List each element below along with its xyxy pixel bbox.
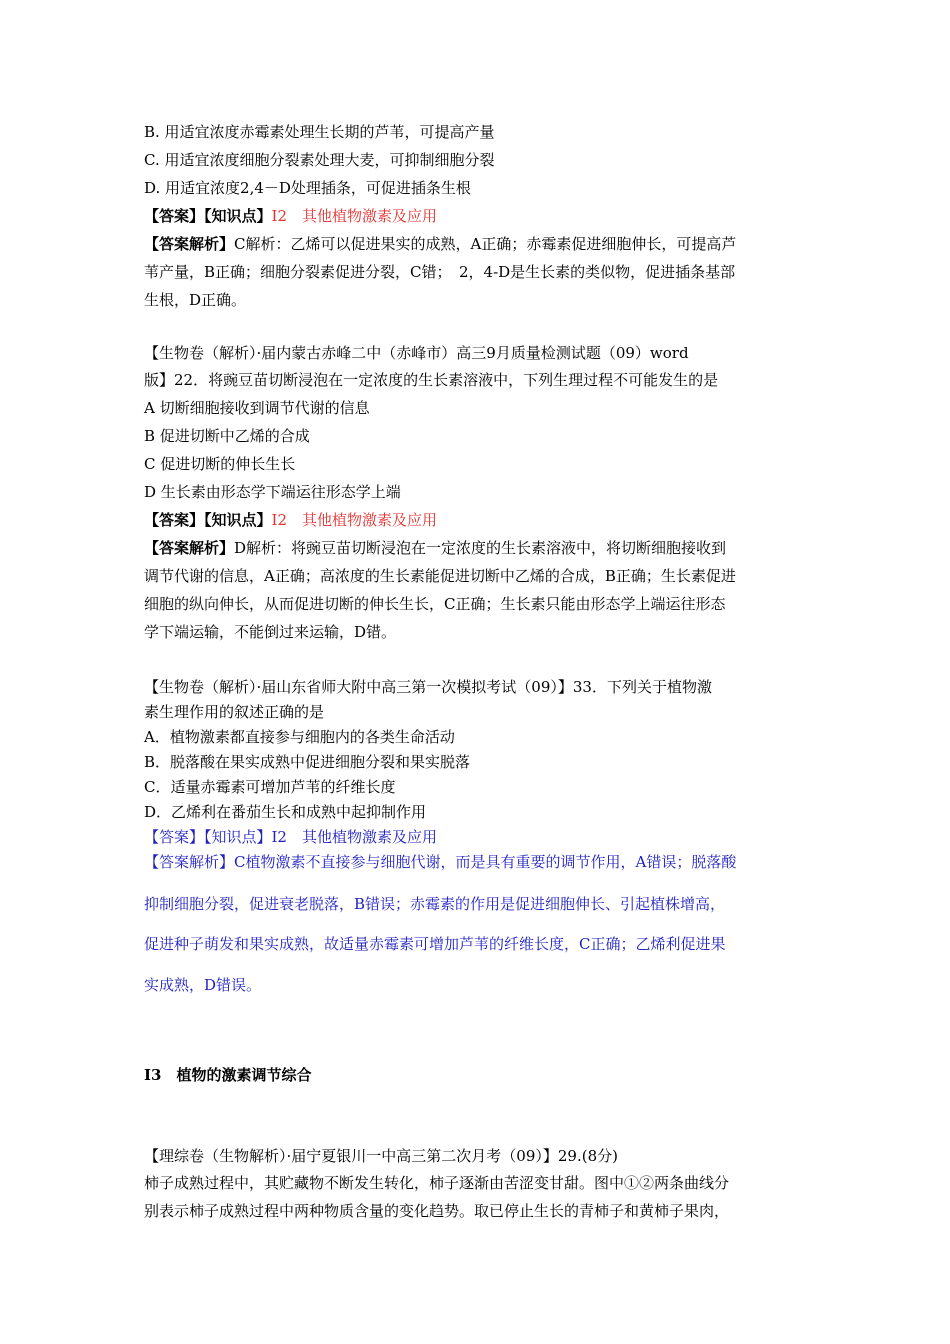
knowledge-point: I2 其他植物激素及应用 [271, 511, 437, 529]
question-stem: 素生理作用的叙述正确的是 [144, 703, 325, 721]
option-d: D. 用适宜浓度2,4－D处理插条，可促进插条生根 [144, 179, 471, 197]
analysis-text: 【答案解析】C植物激素不直接参与细胞代谢，而是具有重要的调节作用，A错误；脱落酸 [144, 853, 737, 871]
option-b: B. 用适宜浓度赤霉素处理生长期的芦苇，可提高产量 [144, 123, 495, 141]
answer-line [144, 510, 824, 530]
knowledge-point: I2 其他植物激素及应用 [271, 207, 437, 225]
analysis-text: 促进种子萌发和果实成熟，故适量赤霉素可增加芦苇的纤维长度，C正确；乙烯利促进果 [144, 935, 726, 953]
question-source: 【生物卷（解析）·届山东省师大附中高三第一次模拟考试（09）】33．下列关于植物激 [144, 678, 712, 696]
question-stem: 版】22．将豌豆苗切断浸泡在一定浓度的生长素溶液中，下列生理过程不可能发生的是 [144, 371, 719, 389]
answer-line: 【答案】【知识点】I2 其他植物激素及应用 [144, 828, 437, 846]
analysis-label: 【答案解析】 [144, 539, 235, 557]
option-d: D．乙烯利在番茄生长和成熟中起抑制作用 [144, 803, 427, 821]
option-a: A 切断细胞接收到调节代谢的信息 [144, 399, 370, 417]
analysis-text: 调节代谢的信息，A正确；高浓度的生长素能促进切断中乙烯的合成，B正确；生长素促进 [144, 567, 736, 585]
question-stem: 柿子成熟过程中，其贮藏物不断发生转化，柿子逐渐由苦涩变甘甜。图中①②两条曲线分 [144, 1174, 730, 1192]
analysis-text: D解析：将豌豆苗切断浸泡在一定浓度的生长素溶液中，将切断细胞接收到 [234, 539, 727, 557]
answer-line [144, 206, 824, 226]
analysis-label: 【答案解析】 [144, 235, 235, 253]
option-b: B．脱落酸在果实成熟中促进细胞分裂和果实脱落 [144, 753, 471, 771]
analysis-text: 实成熟，D错误。 [144, 976, 262, 994]
analysis-line [144, 538, 824, 558]
analysis-text: 抑制细胞分裂，促进衰老脱落，B错误；赤霉素的作用是促进细胞伸长、引起植株增高， [144, 895, 726, 913]
question-stem: 别表示柿子成熟过程中两种物质含量的变化趋势。取已停止生长的青柿子和黄柿子果肉， [144, 1202, 730, 1220]
analysis-text: C解析：乙烯可以促进果实的成熟，A正确；赤霉素促进细胞伸长，可提高芦 [234, 235, 737, 253]
option-c: C. 用适宜浓度细胞分裂素处理大麦，可抑制细胞分裂 [144, 151, 495, 169]
option-d: D 生长素由形态学下端运往形态学上端 [144, 483, 401, 501]
option-a: A．植物激素都直接参与细胞内的各类生命活动 [144, 728, 455, 746]
question-source: 【理综卷（生物解析）·届宁夏银川一中高三第二次月考（09）】29.(8分) [144, 1147, 618, 1165]
analysis-text: 学下端运输，不能倒过来运输，D错。 [144, 623, 397, 641]
answer-label: 【答案】【知识点】 [144, 511, 272, 529]
option-c: C 促进切断的伸长生长 [144, 455, 296, 473]
option-c: C．适量赤霉素可增加芦苇的纤维长度 [144, 778, 396, 796]
question-source: 【生物卷（解析）·届内蒙古赤峰二中（赤峰市）高三9月质量检测试题（09）word [144, 344, 689, 362]
section-heading: I3 植物的激素调节综合 [144, 1066, 312, 1084]
analysis-text: 生根，D正确。 [144, 291, 247, 309]
option-b: B 促进切断中乙烯的合成 [144, 427, 310, 445]
answer-label: 【答案】【知识点】 [144, 207, 272, 225]
analysis-line [144, 234, 824, 254]
analysis-text: 苇产量，B正确；细胞分裂素促进分裂，C错； 2，4-D是生长素的类似物，促进插条基部 [144, 263, 736, 281]
analysis-text: 细胞的纵向伸长，从而促进切断的伸长生长，C正确；生长素只能由形态学上端运往形态 [144, 595, 726, 613]
